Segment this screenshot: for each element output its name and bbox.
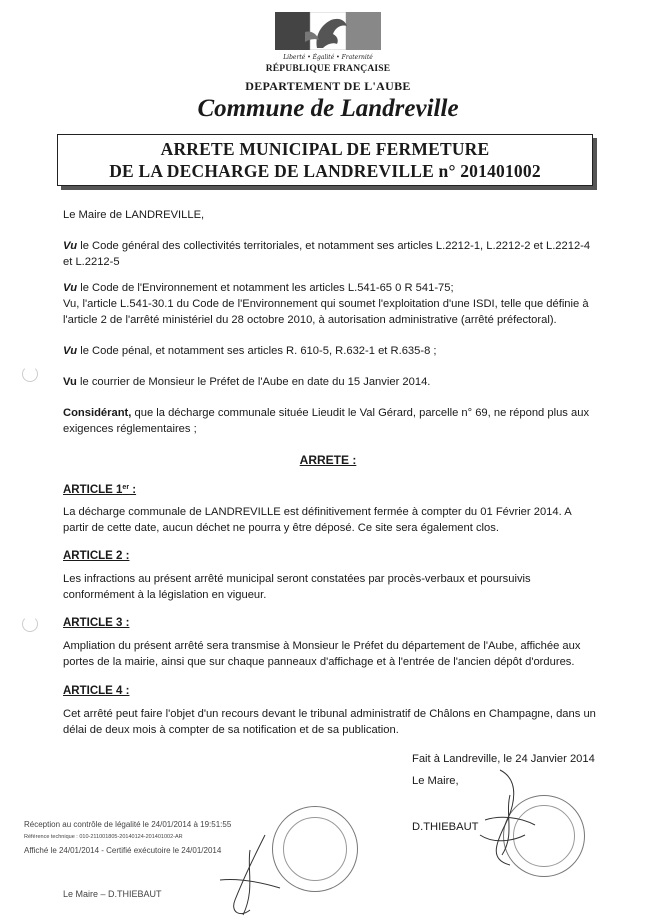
article-1-text: La décharge communale de LANDREVILLE est définitivement fermée à compter du 01 Février 2014. A partir de cette date, aucun déchet ne pourra y être déposé. Ce site sera également clos. [63,506,572,534]
vu-label: Vu [63,345,78,357]
article-4-text: Cet arrêté peut faire l'objet d'un recours devant le tribunal administratif de Châlons en Champagne, dans un délai de deux mois à compter de sa notification et de sa publication. [63,708,596,736]
vu-paragraph-2b: Vu, l'article L.541-30.1 du Code de l'Environnement qui soumet l'exploitation d'une ISDI, telle que définie à l'article 2 de l'arrêté ministériel du 28 octobre 2010, à autorisation administrative (arrêté préfectoral). [63,298,589,326]
article-2-text: Les infractions au présent arrêté municipal seront constatées par procès-verbaux et poursuivis conformément à la législation en vigueur. [63,573,531,601]
title-box [57,134,593,186]
republic-motto: Liberté • Égalité • Fraternité [283,54,373,61]
affiche-info: Affiché le 24/01/2014 - Certifié exécutoire le 24/01/2014 [24,846,222,855]
signature-place-date: Fait à Landreville, le 24 Janvier 2014 [412,753,595,765]
punch-hole-bottom [22,616,38,632]
vu-text-2: le Code de l'Environnement et notamment les articles L.541-65 0 R 541-75; [77,282,454,294]
vu-paragraph-2 [63,280,598,296]
department-name: DEPARTEMENT DE L'AUBE [245,79,411,93]
article-1-suffix: : [129,484,137,496]
vu-label: Vu [63,376,77,388]
title-line-2: DE LA DECHARGE DE LANDREVILLE n° 201401002 [109,161,541,181]
title-line-1: ARRETE MUNICIPAL DE FERMETURE [160,139,490,159]
vu-text-4: le courrier de Monsieur le Préfet de l'Aube en date du 15 Janvier 2014. [76,376,431,388]
commune-name: Commune de Landreville [197,95,459,122]
signature-mark-right [460,765,550,875]
footer-mayor: Le Maire – D.THIEBAUT [63,889,162,899]
signature-role: Le Maire, [412,775,459,787]
vu-label: Vu [63,282,78,294]
reception-info: Réception au contrôle de légalité le 24/01/2014 à 19:51:55 [24,820,232,829]
article-2-heading: ARTICLE 2 : [63,550,130,562]
considerant-paragraph [63,405,598,437]
republic-name: RÉPUBLIQUE FRANÇAISE [265,64,391,74]
article-1-heading [63,484,136,496]
vu-text-3: le Code pénal, et notamment ses articles R. 610-5, R.632-1 et R.635-8 ; [77,345,437,357]
signature-name: D.THIEBAUT [412,821,479,833]
vu-label: Vu [63,240,78,252]
article-3-text: Ampliation du présent arrêté sera transmise à Monsieur le Préfet du département de l'Aube, affichée aux portes de la mairie, ainsi que sur chaque panneaux d'affichage et à l'entrée de l'ancien dépôt d'ordures. [63,640,581,668]
technical-reference: Référence technique : 010-211001805-20140124-201401002-AR [24,834,183,840]
vu-paragraph-1 [63,238,598,270]
vu-paragraph-3 [63,343,598,359]
article-1-label: ARTICLE 1 [63,484,123,496]
article-3-heading: ARTICLE 3 : [63,617,130,629]
article-4-heading: ARTICLE 4 : [63,685,130,697]
arrete-heading: ARRETE : [299,453,357,467]
considerant-label: Considérant, [63,407,132,419]
punch-hole-top [22,366,38,382]
signature-mark-left [205,830,295,920]
considerant-text: que la décharge communale située Lieudit le Val Gérard, parcelle n° 69, ne répond plus aux exigences réglementaires ; [63,407,590,435]
vu-paragraph-4 [63,374,598,390]
intro-text: Le Maire de LANDREVILLE, [63,209,205,221]
vu-text-1: le Code général des collectivités territoriales, et notamment ses articles L.2212-1, L.2212-2 et L.2212-4 et L.2212-5 [63,240,591,268]
marianne-logo-icon [275,12,381,50]
article-1-sup: er [122,484,130,491]
